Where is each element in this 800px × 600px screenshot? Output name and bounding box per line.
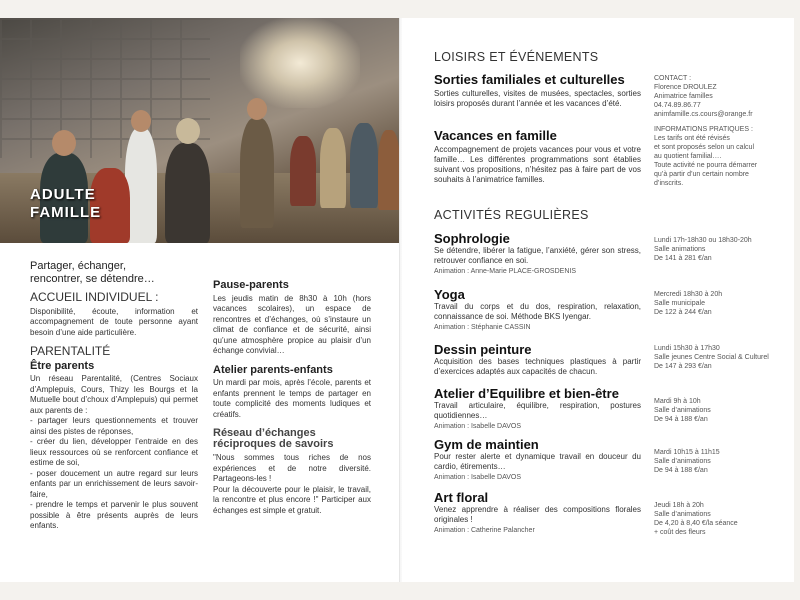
schedule-room: Salle animations [654,246,706,253]
accueil-text: Disponibilité, écoute, information et accompagnement de toute personne ayant besoin d’une aide particulière. [30,306,198,337]
contact-line: Animatrice familles [654,93,713,100]
infos-label: INFORMATIONS PRATIQUES : [654,126,753,133]
pause-parents-text: Les jeudis matin de 8h30 à 10h (hors vacances scolaires), un espace de rencontres et d’échanges, où s’instaure un climat de confiance et de sécurité, ainsi qu’une atmosphère propice au plaisir d’un échange convivial… [213,293,371,355]
activity-text: Travail articulaire, équilibre, respiration, postures quotidiennes… [434,401,641,420]
activity-title: Sophrologie [434,231,510,246]
vacances-title: Vacances en famille [434,128,557,143]
loisirs-title: LOISIRS ET ÉVÉNEMENTS [434,50,599,64]
activity-schedule [654,290,782,317]
activity-text: Se détendre, libérer la fatigue, l’anxiété, gérer son stress, retrouver confiance en soi. [434,246,641,265]
activity-schedule [654,344,782,371]
activity-title: Yoga [434,287,465,302]
activity-text: Pour rester alerte et dynamique travail en douceur du cardio, étirements… [434,452,641,471]
contact-label: CONTACT : [654,75,692,82]
activity-equilibre [434,386,641,431]
reseau-quote: "Nous sommes tous riches de nos expériences et de notre diversité. Partageons-les ! [213,453,371,483]
person-figure [320,128,346,208]
schedule-day: Mardi 10h15 à 11h15 [654,449,720,456]
person-figure [378,130,400,210]
cave-light [240,18,360,108]
atelier-parents-enfants-text: Un mardi par mois, après l’école, parents et enfants prennent le temps de partager en toute complicité des moments ludiques et créatifs. [213,378,371,419]
reseau-echanges-title: Réseau d’échanges réciproques de savoirs [213,427,334,450]
activity-schedule [654,501,782,537]
activites-title: ACTIVITÉS REGULIÈRES [434,208,589,222]
activity-sophrologie [434,231,641,276]
activity-schedule [654,236,782,263]
person-figure [240,118,274,228]
infos-line: d’inscrits. [654,180,684,187]
person-head [131,110,151,132]
activity-text: Acquisition des bases techniques plastiques à partir d’exercices adaptés aux capacités de chacun. [434,357,641,376]
activity-animator: Animation : Stéphanie CASSIN [434,324,531,331]
cave-group-photo [0,18,400,243]
schedule-room: Salle d’animations [654,511,711,518]
activity-title: Gym de maintien [434,437,539,452]
person-figure [290,136,316,206]
sorties-title: Sorties familiales et culturelles [434,72,625,87]
infos-line: Toute activité ne pourra démarrer [654,162,758,169]
section-title-adulte-famille: ADULTE FAMILLE [30,186,102,221]
activity-text: Venez apprendre à réaliser des compositions florales originales ! [434,505,641,524]
schedule-day: Mercredi 18h30 à 20h [654,291,723,298]
activity-animator: Animation : Anne-Marie PLACE-GROSDENIS [434,268,576,275]
schedule-day: Lundi 15h30 à 17h30 [654,345,720,352]
schedule-day: Jeudi 18h à 20h [654,502,704,509]
parentalite-bullet: - créer du lien, développer l’entraide en des lieux ressources où se renforcent confiance et estime de soi, [30,437,198,467]
accueil-title: ACCUEIL INDIVIDUEL : [30,290,159,304]
person-head [176,118,200,144]
infos-line: qu’à partir d’un certain nombre [654,171,749,178]
right-page [402,18,794,582]
schedule-price: De 94 à 188 €/an [654,416,708,423]
parentalite-bullet: - partager leurs questionnements et trouver ainsi des pistes de réponses, [30,416,198,436]
atelier-parents-enfants-title: Atelier parents-enfants [213,363,333,376]
person-head [52,130,76,156]
activity-animator: Animation : Catherine Palancher [434,527,535,534]
person-head [247,98,267,120]
tagline: Partager, échanger, rencontrer, se détendre… [30,260,155,285]
schedule-room: Salle d’animations [654,458,711,465]
schedule-day: Lundi 17h-18h30 ou 18h30-20h [654,237,752,244]
activity-title: Dessin peinture [434,342,532,357]
contact-line: Florence DROULEZ [654,84,717,91]
contact-block [654,74,782,188]
schedule-room: Salle d’animations [654,407,711,414]
sorties-text: Sorties culturelles, visites de musées, spectacles, sorties loisirs proposés durant l’année et les vacances d’été. [434,89,641,108]
infos-line: et sont proposés selon un calcul [654,144,755,151]
schedule-price: De 122 à 244 €/an [654,309,712,316]
reseau-text: Pour la découverte pour le plaisir, le travail, la rencontre et plus encore !" Participer aux échanges est simple et gratuit. [213,484,371,515]
activity-animator: Animation : Isabelle DAVOS [434,474,522,481]
vacances-block [434,128,641,185]
schedule-day: Mardi 9h à 10h [654,398,701,405]
person-figure [165,143,210,243]
etre-parents-title: Être parents [30,359,95,372]
schedule-room: Salle municipale [654,300,705,307]
contact-line: animfamille.cs.cours@orange.fr [654,111,753,118]
activity-yoga [434,287,641,332]
schedule-price: De 147 à 293 €/an [654,363,712,370]
activity-text: Travail du corps et du dos, respiration, relaxation, connaissance de soi. Méthode BKS Iyengar. [434,302,641,321]
activity-schedule [654,397,782,424]
contact-line: 04.74.89.86.77 [654,102,701,109]
sorties-block [434,72,641,109]
pause-parents-title: Pause-parents [213,279,289,291]
left-column-a [30,260,198,532]
schedule-room: Salle jeunes Centre Social & Culturel [654,354,769,361]
activity-title: Art floral [434,490,489,505]
schedule-price: De 141 à 281 €/an [654,255,712,262]
left-page [0,18,400,582]
parentalite-bullet: - poser doucement un autre regard sur leurs enfants par un enrichissement de leurs savoir-faire, [30,468,198,499]
activity-animator: Animation : Isabelle DAVOS [434,423,522,430]
schedule-price: De 4,20 à 8,40 €/la séance [654,520,738,527]
parentalite-intro: Un réseau Parentalité, (Centres Sociaux d’Amplepuis, Cours, Thizy les Bourgs et la Mutuelle bout d’choux d’Amplepuis) qui permet aux parents de : [30,374,198,415]
activity-dessin-peinture [434,342,641,377]
person-figure [350,123,378,208]
vacances-text: Accompagnement de projets vacances pour vous et votre famille… Les différentes programmations sont établies suivant vos propositions, n’hésitez pas à faire part de vos souhaits à l’animatrice familles. [434,145,641,184]
infos-line: au quotient familial…. [654,153,722,160]
activity-title: Atelier d’Equilibre et bien-être [434,386,619,401]
schedule-price: De 94 à 188 €/an [654,467,708,474]
activity-gym-maintien [434,437,641,482]
parentalite-bullet: - prendre le temps et parvenir le plus souvent possible à être présents auprès de leurs enfants. [30,500,198,530]
left-column-b [213,280,371,516]
activity-art-floral [434,490,641,535]
schedule-extra: + coût des fleurs [654,529,706,536]
activity-schedule [654,448,782,475]
infos-line: Les tarifs ont été révisés [654,135,730,142]
parentalite-title: PARENTALITÉ [30,344,111,358]
